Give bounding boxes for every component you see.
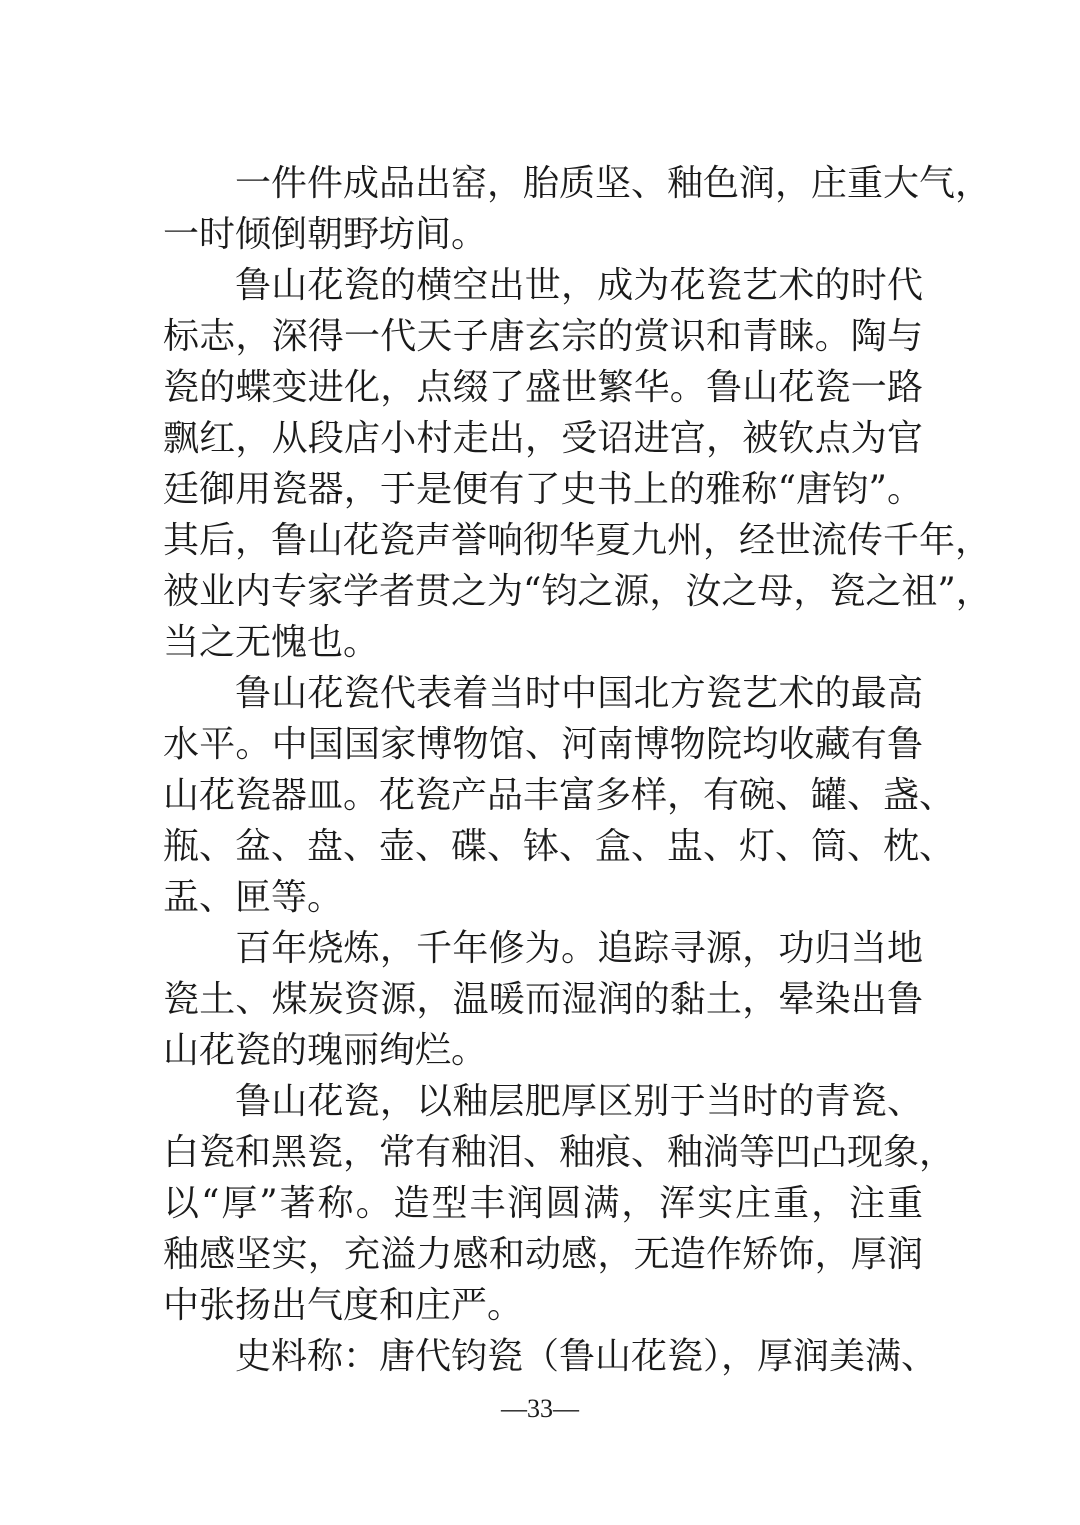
text-line: 被业内专家学者贯之为“钧之源，汝之母，瓷之祖”， — [163, 571, 992, 612]
text-line: 其后，鲁山花瓷声誉响彻华夏九州，经世流传千年， — [163, 520, 992, 561]
text-line: 瓶、盆、盘、壶、碟、钵、盒、盅、灯、筒、枕、 — [163, 826, 956, 867]
text-line: 中张扬出气度和庄严。 — [163, 1285, 524, 1326]
text-line: 瓷土、煤炭资源，温暖而湿润的黏土，晕染出鲁 — [163, 979, 923, 1020]
text-line: 鲁山花瓷，以釉层肥厚区别于当时的青瓷、 — [235, 1081, 923, 1122]
text-line: 一时倾倒朝野坊间。 — [163, 214, 488, 255]
text-line: 盂、匣等。 — [163, 877, 344, 918]
text-line: 以“厚”著称。造型丰润圆满，浑实庄重，注重 — [163, 1183, 923, 1224]
text-line: 鲁山花瓷代表着当时中国北方瓷艺术的最高 — [235, 673, 923, 714]
text-line: 史料称：唐代钧瓷（鲁山花瓷），厚润美满、 — [235, 1336, 938, 1377]
text-line: 飘红，从段店小村走出，受诏进宫，被钦点为官 — [163, 418, 923, 459]
text-line: 一件件成品出窑，胎质坚、釉色润，庄重大气， — [235, 163, 992, 204]
page-number: —33— — [501, 1394, 579, 1423]
text-line: 瓷的蝶变进化，点缀了盛世繁华。鲁山花瓷一路 — [163, 367, 923, 408]
body-text — [163, 158, 992, 1382]
text-line: 当之无愧也。 — [163, 622, 380, 663]
text-line: 廷御用瓷器，于是便有了史书上的雅称“唐钧”。 — [163, 469, 923, 510]
text-line: 水平。中国国家博物馆、河南博物院均收藏有鲁 — [163, 724, 923, 765]
text-line: 山花瓷器皿。花瓷产品丰富多样，有碗、罐、盏、 — [163, 775, 956, 816]
text-line: 百年烧炼，千年修为。追踪寻源，功归当地 — [235, 928, 923, 969]
text-line: 鲁山花瓷的横空出世，成为花瓷艺术的时代 — [235, 265, 923, 306]
text-line: 白瓷和黑瓷，常有釉泪、釉痕、釉淌等凹凸现象， — [163, 1132, 956, 1173]
text-line: 标志，深得一代天子唐玄宗的赏识和青睐。陶与 — [163, 316, 923, 357]
text-line: 山花瓷的瑰丽绚烂。 — [163, 1030, 488, 1071]
text-line: 釉感坚实，充溢力感和动感，无造作矫饰，厚润 — [163, 1234, 923, 1275]
